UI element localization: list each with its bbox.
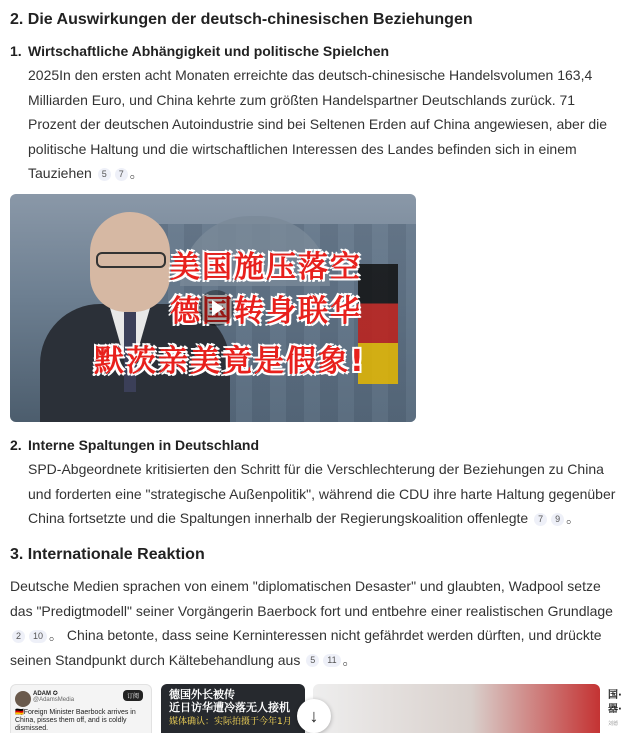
item-paragraph-1: 2025In den ersten acht Monaten erreichte das deutsch-chinesische Handelsvolumen 163,4 Milliarden Euro, und China kehrte zum größten Handelspartner Deutschlands zurück. 71 Prozent der deutschen Autoindustrie sind bei Seltenen Erden auf China angewiesen, aber die politische Haltung und die wirtschaftlichen Interessen des Landes befinden sich in einem Tauziehen 5 7 。 bbox=[28, 67, 608, 181]
video-thumbnail[interactable] bbox=[10, 194, 416, 422]
citation-badge[interactable]: 7 bbox=[115, 168, 128, 181]
list-number-1: 1. bbox=[10, 43, 22, 59]
citation-badge[interactable]: 5 bbox=[98, 168, 111, 181]
video-caption-line-1: 美国施压落空 bbox=[170, 250, 362, 285]
item-paragraph-2: SPD-Abgeordnete kritisierten den Schritt für die Verschlechterung der Beziehungen zu China und forderten eine "strategische Außenpolitik", während die CDU ihre harte Haltung gegenüber China fortsetzte und die Spaltungen innerhalb der Regierungskoalition offenlegte 7 9 。 bbox=[28, 461, 616, 526]
citation-badge[interactable]: 10 bbox=[29, 630, 47, 643]
section-heading-2: 2. Die Auswirkungen der deutsch-chinesischen Beziehungen bbox=[10, 11, 473, 28]
scroll-down-button[interactable] bbox=[297, 699, 331, 733]
partial-thumbnail[interactable]: 国· 器· 刘德 bbox=[606, 684, 626, 733]
citation-badge[interactable]: 11 bbox=[323, 654, 340, 667]
arrow-down-icon: ↓ bbox=[309, 705, 319, 726]
citation-badge[interactable]: 9 bbox=[551, 513, 564, 526]
list-number-2: 2. bbox=[10, 437, 22, 453]
citation-badge[interactable]: 7 bbox=[534, 513, 547, 526]
play-icon[interactable] bbox=[198, 290, 234, 326]
section3-paragraph: Deutsche Medien sprachen von einem "diplomatischen Desaster" und glaubten, Wadpool setze das "Predigtmodell" seiner Vorgängerin Baerbock fort und entbehre einer realistischen Grundlage 2 10 。 China betonte, dass seine Kerninteressen nicht gefährdet werden dürften, und drückte seinen Standpunkt durch Kältebehandlung aus 5 11 。 bbox=[10, 578, 613, 668]
item-title-2: Interne Spaltungen in Deutschland bbox=[28, 437, 260, 453]
item-title-1: Wirtschaftliche Abhängigkeit und politische Spielchen bbox=[28, 43, 390, 59]
photo-thumbnail[interactable] bbox=[313, 684, 600, 733]
citation-badge[interactable]: 2 bbox=[12, 630, 25, 643]
tweet-thumbnail[interactable]: ADAM ✪ @AdamsMedia 订阅 🇩🇪Foreign Minister Baerbock arrives in China, pisses them off, and is coldly dismissed. bbox=[10, 684, 152, 733]
section-heading-3: 3. Internationale Reaktion bbox=[10, 546, 205, 563]
citation-badge[interactable]: 5 bbox=[306, 654, 319, 667]
video-caption-line-3: 默茨亲美竟是假象! bbox=[94, 344, 366, 379]
subscribe-badge: 订阅 bbox=[123, 690, 143, 701]
news-thumbnail[interactable]: 德国外长被传 近日访华遭冷落无人接机 媒体确认：实际拍摄于今年1月 bbox=[161, 684, 305, 733]
video-caption-line-2: 德国转身联华 bbox=[170, 294, 362, 329]
avatar bbox=[15, 691, 31, 707]
